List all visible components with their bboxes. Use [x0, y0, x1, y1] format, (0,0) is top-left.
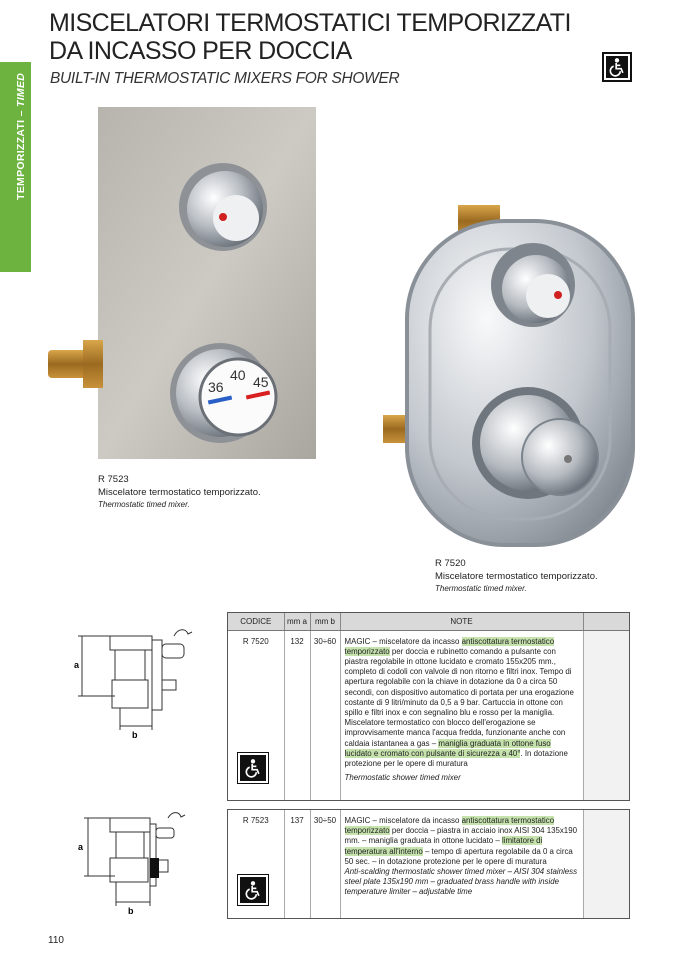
dim-label-a: a: [74, 660, 80, 670]
wheelchair-icon: [237, 752, 269, 784]
table-row: [228, 810, 629, 918]
note-highlight: maniglia graduata in ottone fuso lucidato e cromato con pulsante di sicurezza a 40°: [344, 738, 551, 758]
table-header-row: [228, 613, 629, 630]
col-header-note: NOTE: [340, 613, 583, 630]
caption-r7523-en: Thermostatic timed mixer.: [98, 500, 190, 509]
technical-drawing-r7523: [70, 810, 210, 915]
note-text: per doccia e rubinetto comando a pulsante con piastra regolabile in ottone lucidato e cromato 155x205 mm., completo di codoli con valvole di non ritorno e filtri inox. Tempo di apertura regolabile con la chiave in dotazione da 0 a circa 50 secondi, con dispositivo automatico di portata per una erogazione costante di 9 litri/minuto da 0,5 a 9 bar. Cartuccia in ottone con spillo e filtri inox e con segnalino blu e rosso per la maniglia. Miscelatore termostatico con blocco dell'erogazione se improvvisamente manca l'acqua fredda, funzionante anche con caldaia istantanea a gas –: [344, 646, 574, 748]
caption-r7523-it: Miscelatore termostatico temporizzato.: [98, 486, 261, 498]
col-header-code: CODICE: [228, 613, 284, 630]
dial-number-40: 40: [230, 367, 246, 383]
caption-r7523-code: R 7523: [98, 474, 129, 485]
note-english: Anti-scalding thermostatic shower timed mixer – AISI 304 stainless steel plate 135x190 mm – graduated brass handle with inside temperature limiter – adjustable time: [344, 867, 578, 897]
caption-r7520: [435, 558, 598, 596]
note-highlight: antiscottatura termostatico temporizzato: [344, 636, 555, 656]
table-row: [228, 630, 629, 800]
cell-note: [340, 810, 583, 918]
cell-extra: [583, 810, 629, 918]
page-title: [49, 9, 649, 65]
wheelchair-icon: [237, 874, 269, 906]
cell-code: R 7520: [228, 630, 284, 800]
cell-note: [340, 630, 583, 800]
dim-label-b-2: b: [128, 906, 134, 915]
side-tab-label-timed: TIMED: [15, 72, 27, 108]
col-header-mm-a: mm a: [284, 613, 310, 630]
product-image-r7523: [48, 105, 318, 465]
spec-table-r7523: [227, 809, 630, 919]
dim-label-a-2: a: [78, 842, 84, 852]
side-tab-label-main: TEMPORIZZATI –: [15, 110, 27, 200]
dial-number-36: 36: [208, 379, 224, 395]
dial-number-45: 45: [253, 374, 269, 390]
note-text: MAGIC – miscelatore da incasso: [344, 816, 462, 825]
technical-drawing-r7520: [70, 622, 210, 752]
note-text: . In dotazione protezione per le opere di muratura: [344, 748, 568, 768]
note-english: Thermostatic shower timed mixer: [344, 773, 461, 783]
cell-mm-a: 137: [284, 810, 310, 918]
note-text: MAGIC – miscelatore da incasso: [344, 636, 462, 646]
cell-extra: [583, 630, 629, 800]
col-header-mm-b: mm b: [310, 613, 340, 630]
caption-r7523: [98, 474, 261, 512]
note-highlight: limitatore di temperatura all'interno: [344, 836, 543, 856]
cell-mm-a: 132: [284, 630, 310, 800]
caption-r7520-en: Thermostatic timed mixer.: [435, 584, 527, 593]
page-title-line2: DA INCASSO PER DOCCIA: [49, 37, 352, 65]
cell-mm-b: 30÷60: [310, 630, 340, 800]
note-text: per doccia – piastra in acciaio inox AISI 304 135x190 mm. – maniglia graduata in ottone lucidato –: [344, 826, 577, 846]
note-text: – tempo di apertura regolabile da 0 a circa 50 sec. – in dotazione protezione per le opere di muratura: [344, 846, 573, 866]
cell-code: R 7523: [228, 810, 284, 918]
caption-r7520-it: Miscelatore termostatico temporizzato.: [435, 570, 598, 582]
col-header-extra: [583, 613, 629, 630]
spec-table-r7520: [227, 612, 630, 801]
note-highlight: antiscottatura termostatico temporizzato: [344, 816, 555, 836]
product-image-r7520: [378, 205, 640, 550]
page-number: 110: [48, 935, 64, 946]
side-tab-label: [15, 73, 27, 200]
page-title-line1: MISCELATORI TERMOSTATICI TEMPORIZZATI: [49, 9, 571, 37]
cell-mm-b: 30÷50: [310, 810, 340, 918]
dim-label-b: b: [132, 730, 138, 740]
caption-r7520-code: R 7520: [435, 558, 466, 569]
wheelchair-icon: [602, 52, 632, 82]
page-subtitle: BUILT-IN THERMOSTATIC MIXERS FOR SHOWER: [50, 70, 400, 87]
